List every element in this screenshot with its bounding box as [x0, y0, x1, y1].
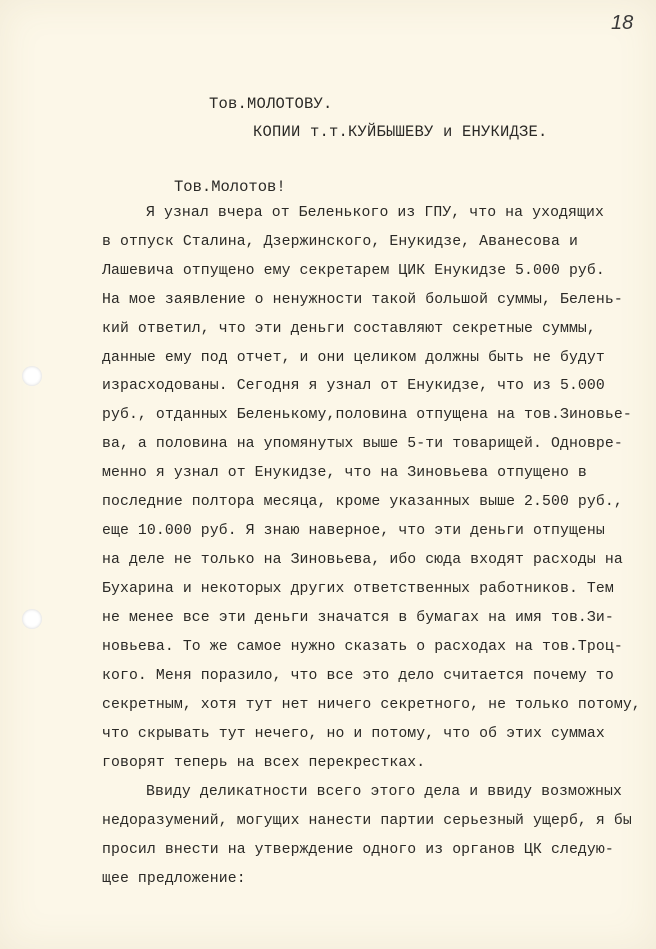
- body-line: ва, а половина на упомянутых выше 5-ти товарищей. Одновре-: [102, 436, 623, 452]
- body-line: данные ему под отчет, и они целиком должны быть не будут: [102, 350, 605, 366]
- body-line: в отпуск Сталина, Дзержинского, Енукидзе, Аванесова и: [102, 234, 578, 250]
- body-line: щее предложение:: [102, 871, 246, 887]
- body-line: последние полтора месяца, кроме указанных выше 2.500 руб.,: [102, 494, 623, 510]
- page-number: 18: [611, 12, 634, 34]
- body-line: что скрывать тут нечего, но и потому, что об этих суммах: [102, 726, 605, 742]
- body-line: На мое заявление о ненужности такой большой суммы, Белень-: [102, 292, 623, 308]
- body-line: еще 10.000 руб. Я знаю наверное, что эти деньги отпущены: [102, 523, 605, 539]
- punch-hole-icon: [22, 609, 42, 629]
- body-line: просил внести на утверждение одного из органов ЦК следую-: [102, 842, 614, 858]
- body-line: секретным, хотя тут нет ничего секретного, не только потому,: [102, 697, 641, 713]
- body-line: новьева. То же самое нужно сказать о расходах на тов.Троц-: [102, 639, 623, 655]
- body-line: руб., отданных Беленькому,половина отпущена на тов.Зиновье-: [102, 407, 632, 423]
- punch-hole-icon: [22, 366, 42, 386]
- addressee-line: Тов.МОЛОТОВУ.: [209, 95, 333, 113]
- salutation: Тов.Молотов!: [174, 178, 286, 196]
- body-line: на деле не только на Зиновьева, ибо сюда входят расходы на: [102, 552, 623, 568]
- body-line: не менее все эти деньги значатся в бумагах на имя тов.Зи-: [102, 610, 614, 626]
- body-line: Я узнал вчера от Беленького из ГПУ, что на уходящих: [146, 205, 604, 221]
- body-line: кого. Меня поразило, что все это дело считается почему то: [102, 668, 614, 684]
- body-line: Бухарина и некоторых других ответственных работников. Тем: [102, 581, 614, 597]
- copies-line: КОПИИ т.т.КУЙБЫШЕВУ и ЕНУКИДЗЕ.: [253, 123, 548, 141]
- body-line: израсходованы. Сегодня я узнал от Енукидзе, что из 5.000: [102, 378, 605, 394]
- body-line: Ввиду деликатности всего этого дела и ввиду возможных: [146, 784, 622, 800]
- body-line: Лашевича отпущено ему секретарем ЦИК Енукидзе 5.000 руб.: [102, 263, 605, 279]
- body-line: говорят теперь на всех перекрестках.: [102, 755, 426, 771]
- body-line: менно я узнал от Енукидзе, что на Зиновьева отпущено в: [102, 465, 587, 481]
- body-line: недоразумений, могущих нанести партии серьезный ущерб, я бы: [102, 813, 632, 829]
- body-line: кий ответил, что эти деньги составляют секретные суммы,: [102, 321, 596, 337]
